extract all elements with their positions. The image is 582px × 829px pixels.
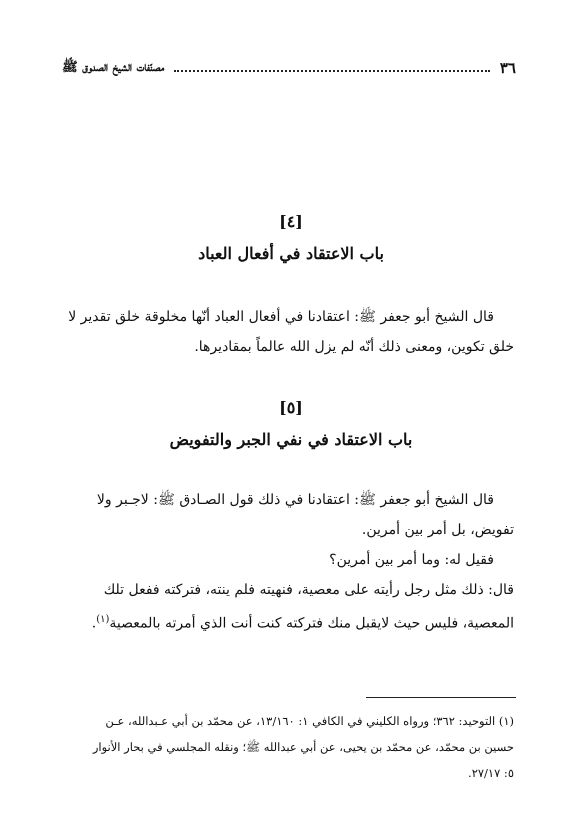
section-number: [٤] xyxy=(279,212,303,231)
paragraph-line: قال الشيخ أبو جعفر ﷺ: اعتقادنا في ذلك قول الصـادق ﷺ: لاجـبر ولا xyxy=(96,492,494,508)
footnote-line: ٥: ٢٧/١٧. xyxy=(468,766,514,780)
section-paragraph xyxy=(66,485,514,639)
paragraph-line: فقيل له: وما أمر بين أمرين؟ xyxy=(329,552,494,568)
paragraph-line-text: المعصية، فليس حيث لايقبل منك فتركته كنت أنت الذي أمرته بالمعصية xyxy=(109,615,514,632)
page-number: ٣٦ xyxy=(499,59,516,77)
paragraph-line: خلق تكوين، ومعنى ذلك أنّه لم يزل الله عالماً بمقاديرها. xyxy=(194,339,514,355)
footnote-marker: (١) xyxy=(96,614,110,625)
section-number: [٥] xyxy=(279,398,303,417)
dotted-leader xyxy=(174,70,490,72)
footnote-line: (١) التوحيد: ٣٦٢؛ ورواه الكليني في الكافي ١: ١٣/١٦٠، عن محمّد بن أبي عـبدالله، عـن xyxy=(105,714,514,728)
paragraph-line: تفويض، بل أمر بين أمرين. xyxy=(361,522,514,538)
section-title: باب الاعتقاد في نفي الجبر والتفويض xyxy=(169,430,413,449)
paragraph-line: قال الشيخ أبو جعفر ﷺ: اعتقادنا في أفعال العباد أنّها مخلوقة خلق تقدير لا xyxy=(68,309,494,325)
running-title: مصنّفات الشيخ الصدوق ﷺ xyxy=(62,59,165,75)
footnote-line: حسين بن محمّد، عن محمّد بن يحيى، عن أبي عبدالله ﷺ؛ ونقله المجلسي في بحار الأنوار xyxy=(92,740,514,754)
paragraph-line: المعصية، فليس حيث لايقبل منك فتركته كنت أنت الذي أمرته بالمعصية$^{(١)}$. xyxy=(91,614,514,632)
footnote-rule xyxy=(366,697,516,698)
section-paragraph xyxy=(66,302,514,362)
section-title: باب الاعتقاد في أفعال العباد xyxy=(198,244,384,263)
footnote xyxy=(66,708,514,786)
paragraph-line: قال: ذلك مثل رجل رأيته على معصية، فنهيته فلم ينته، فتركته ففعل تلك xyxy=(103,582,514,598)
running-header xyxy=(62,54,516,82)
